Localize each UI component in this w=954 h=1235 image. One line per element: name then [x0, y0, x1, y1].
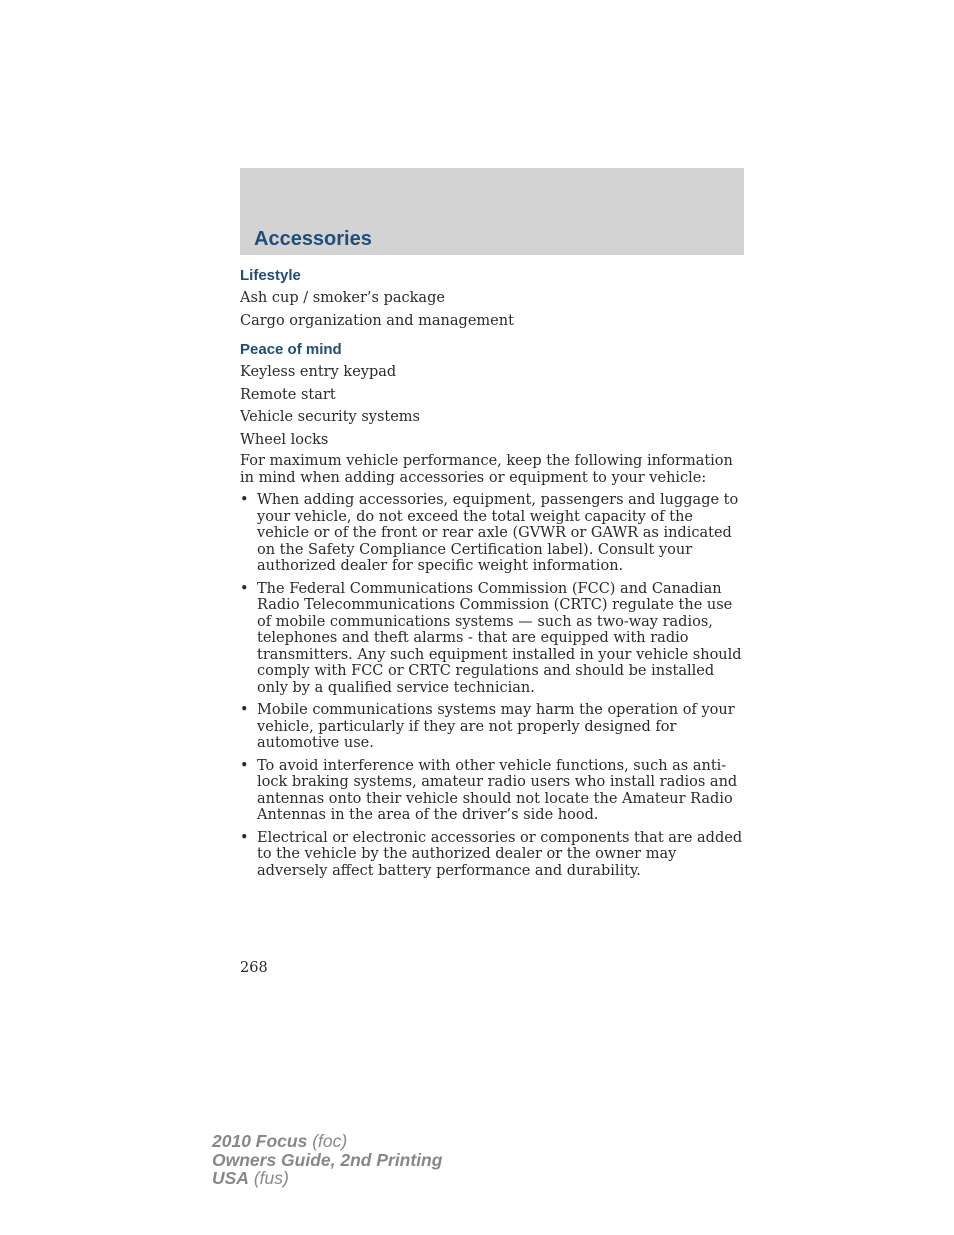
bullet-text: Mobile communications systems may harm the operation of your vehicle, particularly if they are not properly designed for automotive use.: [257, 702, 735, 751]
bullet-text: Electrical or electronic accessories or components that are added to the vehicle by the authorized dealer or the owner may adversely affect battery performance and durability.: [257, 829, 743, 879]
bullet-text: When adding accessories, equipment, passengers and luggage to your vehicle, do not exceed the total weight capacity of the vehicle or of the front or rear axle (GVWR or GAWR as indicated on the Safety Compliance Certification label). Consult your authorized dealer for specific weight information.: [257, 492, 739, 574]
list-item: Ash cup / smoker’s package: [240, 290, 445, 306]
list-item: Remote start: [240, 386, 336, 403]
bullet-icon: •: [240, 757, 249, 774]
bullet-text: The Federal Communications Commission (FCC) and Canadian Radio Telecommunications Commission (CRTC) regulate the use of mobile communications systems — such as two-way radios, telephones and theft alarms - that are equipped with radio transmitters. Any such equipment installed in your vehicle should comply with FCC or CRTC regulations and should be installed only by a qualified service technician.: [257, 580, 742, 696]
bullet-item: [240, 581, 744, 697]
bullet-icon: •: [240, 580, 249, 597]
bullet-item: [240, 492, 744, 575]
section-header-band: [240, 168, 744, 255]
main-content: [240, 267, 744, 885]
document-footer: [212, 1132, 442, 1188]
bullet-item: [240, 758, 744, 824]
page-title: Accessories: [254, 228, 372, 250]
list-item: Cargo organization and management: [240, 312, 514, 329]
bullet-item: [240, 702, 744, 752]
bullet-icon: •: [240, 702, 249, 718]
bullet-item: [240, 830, 744, 880]
page-number: 268: [240, 960, 268, 976]
subheading-lifestyle: Lifestyle: [240, 267, 301, 284]
footer-model: 2010 Focus: [212, 1131, 308, 1151]
list-item: Wheel locks: [240, 431, 329, 448]
footer-edition: Owners Guide, 2nd Printing: [212, 1149, 443, 1170]
bullet-icon: •: [240, 829, 249, 846]
footer-model-code: (foc): [312, 1131, 348, 1151]
footer-market: USA: [212, 1168, 249, 1188]
subheading-peace-of-mind: Peace of mind: [240, 341, 342, 358]
intro-paragraph: For maximum vehicle performance, keep the following information in mind when adding accessories or equipment to your vehicle:: [240, 453, 733, 486]
bullet-list: [240, 492, 744, 879]
bullet-icon: •: [240, 492, 249, 508]
list-item: Vehicle security systems: [240, 409, 420, 425]
footer-market-code: (fus): [253, 1168, 289, 1188]
list-item: Keyless entry keypad: [240, 364, 397, 380]
bullet-text: To avoid interference with other vehicle functions, such as anti-lock braking systems, amateur radio users who install radios and antennas onto their vehicle should not locate the Amateur Radio Antennas in the area of the driver’s side hood.: [257, 757, 738, 823]
